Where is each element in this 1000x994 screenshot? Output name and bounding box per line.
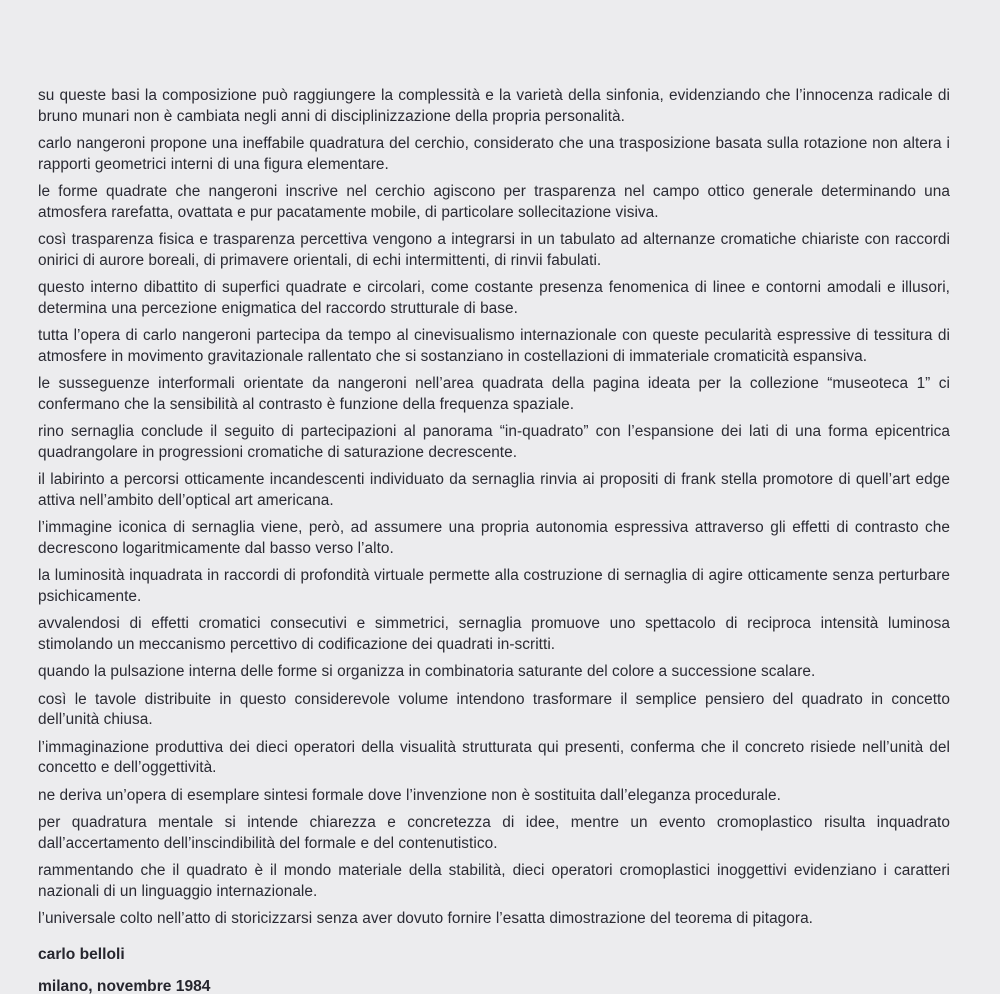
paragraph-19: l’universale colto nell’atto di storicizzarsi senza aver dovuto fornire l’esatta dimostrazione del teorema di pitagora. bbox=[38, 910, 814, 927]
paragraph-14: così le tavole distribuite in questo considerevole volume intendono trasformare il semplice pensiero del quadrato in concetto dell’unità chiusa. bbox=[38, 690, 950, 728]
paragraph-13: quando la pulsazione interna delle forme si organizza in combinatoria saturante del colore a successione scalare. bbox=[38, 663, 816, 680]
paragraph-11: la luminosità inquadrata in raccordi di profondità virtuale permette alla costruzione di sernaglia di agire otticamente senza perturbare psichicamente. bbox=[38, 567, 950, 605]
paragraph-17: per quadratura mentale si intende chiarezza e concretezza di idee, mentre un evento cromoplastico risulta inquadrato dall’accertamento dell’inscindibilità del formale e del contenutistico. bbox=[38, 814, 950, 852]
place-and-date: milano, novembre 1984 bbox=[38, 977, 211, 994]
paragraph-16: ne deriva un’opera di esemplare sintesi formale dove l’invenzione non è sostituita dall’eleganza procedurale. bbox=[38, 786, 781, 804]
paragraph-7: le susseguenze interformali orientate da nangeroni nell’area quadrata della pagina ideata per la collezione “museoteca 1” ci confermano che la sensibilità al contrasto è funzione della frequenza spaziale. bbox=[38, 375, 950, 413]
paragraph-3: le forme quadrate che nangeroni inscrive nel cerchio agiscono per trasparenza nel campo ottico generale determinando una atmosfera rarefatta, ovattata e pur pacatamente mobile, di particolare sollecitazione visiva. bbox=[38, 183, 950, 221]
paragraph-6: tutta l’opera di carlo nangeroni partecipa da tempo al cinevisualismo internazionale con queste pecularità espressive di tessitura di atmosfere in movimento gravitazionale rallentato che si sostanziano in costellazioni di immateriale cromaticità espansiva. bbox=[38, 327, 950, 365]
essay-text-block bbox=[38, 86, 950, 994]
paragraph-9: il labirinto a percorsi otticamente incandescenti individuato da sernaglia rinvia ai propositi di frank stella promotore di quell’art edge attiva nell’ambito dell’optical art americana. bbox=[38, 471, 950, 509]
paragraph-12: avvalendosi di effetti cromatici consecutivi e simmetrici, sernaglia promuove uno spettacolo di reciproca intensità luminosa stimolando un meccanismo percettivo di codificazione dei quadrati in-scritti. bbox=[38, 615, 950, 653]
paragraph-8: rino sernaglia conclude il seguito di partecipazioni al panorama “in-quadrato” con l’espansione dei lati di una forma epicentrica quadrangolare in progressioni cromatiche di saturazione decrescente. bbox=[38, 423, 950, 461]
paragraph-18: rammentando che il quadrato è il mondo materiale della stabilità, dieci operatori cromoplastici inoggettivi evidenziano i caratteri nazionali di un linguaggio internazionale. bbox=[38, 862, 950, 900]
paragraph-15: l’immaginazione produttiva dei dieci operatori della visualità strutturata qui presenti, conferma che il concreto risiede nell’unità del concetto e dell’oggettività. bbox=[38, 738, 950, 776]
signature-block bbox=[38, 945, 950, 994]
paragraph-4: così trasparenza fisica e trasparenza percettiva vengono a integrarsi in un tabulato ad alternanze cromatiche chiariste con raccordi onirici di aurore boreali, di primavere orientali, di echi intermittenti, di rinvii fabulati. bbox=[38, 231, 950, 269]
paragraph-10: l’immagine iconica di sernaglia viene, però, ad assumere una propria autonomia espressiva attraverso gli effetti di contrasto che decrescono logaritmicamente dal basso verso l’alto. bbox=[38, 519, 950, 557]
author-name: carlo belloli bbox=[38, 945, 125, 963]
paragraph-1: su queste basi la composizione può raggiungere la complessità e la varietà della sinfonia, evidenziando che l’innocenza radicale di bruno munari non è cambiata negli anni di disciplinizzazione della propria personalità. bbox=[38, 87, 950, 125]
paragraph-2: carlo nangeroni propone una ineffabile quadratura del cerchio, considerato che una trasposizione basata sulla rotazione non altera i rapporti geometrici interni di una figura elementare. bbox=[38, 135, 950, 173]
paragraph-5: questo interno dibattito di superfici quadrate e circolari, come costante presenza fenomenica di linee e contorni amodali e illusori, determina una percezione enigmatica del raccordo strutturale di base. bbox=[38, 279, 950, 317]
